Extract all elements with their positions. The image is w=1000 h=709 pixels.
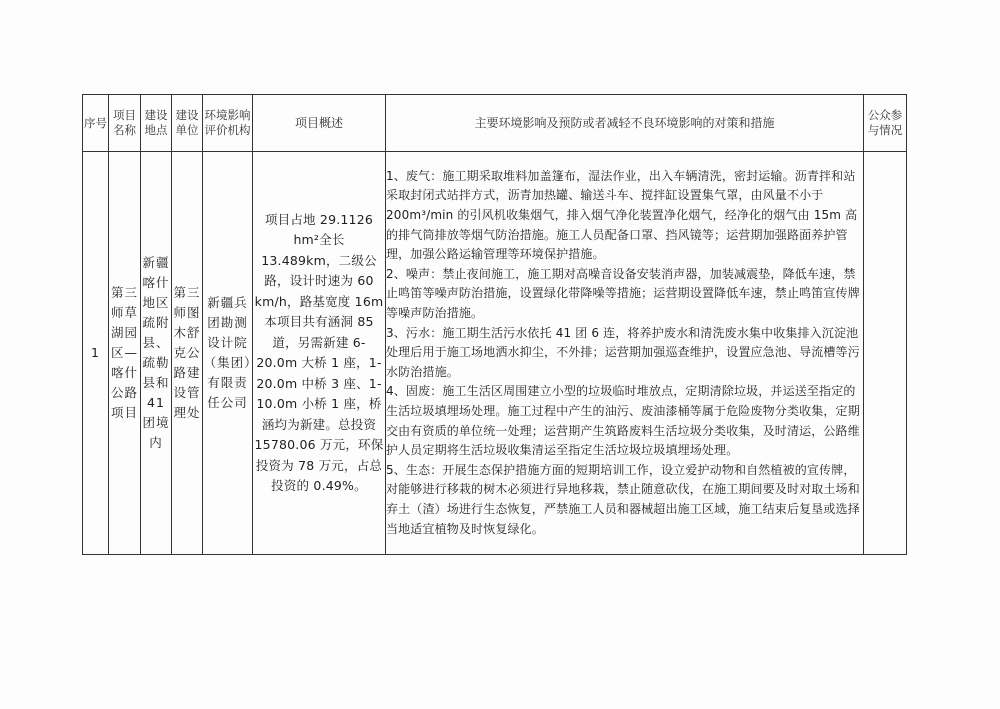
header-index: 序号	[83, 95, 109, 152]
project-table	[82, 94, 907, 555]
header-location: 建设地点	[141, 95, 172, 152]
header-name: 项目名称	[109, 95, 141, 152]
table-row	[83, 152, 907, 555]
header-overview: 项目概述	[253, 95, 386, 152]
row-public	[864, 152, 907, 555]
header-public: 公众参与情况	[864, 95, 907, 152]
row-measures	[386, 152, 864, 555]
header-eia-org: 环境影响评价机构	[203, 95, 253, 152]
measure-water: 3、污水：施工期生活污水依托 41 团 6 连，将养护废水和清洗废水集中收集排入沉淀池处理后用于施工场地洒水抑尘，不外排；运营期加强巡查维护，设置应急池、导流槽等污水防治措施。	[386, 325, 860, 379]
row-eia-org: 新疆兵团勘测设计院（集团）有限责任公司	[203, 152, 253, 555]
row-index: 1	[83, 152, 109, 555]
measure-solid-waste: 4、固废：施工生活区周围建立小型的垃圾临时堆放点，定期清除垃圾，并运送至指定的生活垃圾填埋场处理。施工过程中产生的油污、废油漆桶等属于危险废物分类收集，定期交由有资质的单位统一处理；运营期产生筑路废料生活垃圾分类收集，及时清运，公路维护人员定期将生活垃圾收集清运至指定生活垃圾垃圾填埋场处理。	[386, 384, 860, 458]
row-overview: 项目占地 29.1126 hm²全长 13.489km，二级公路，设计时速为 60 km/h，路基宽度 16m 本项目共有涵洞 85 道，另需新建 6-20.0m 大桥 1 座，1-20.0m 中桥 3 座、1-10.0m 小桥 1 座，桥涵均为新建。总投资 15780.06 万元，环保投资为 78 万元，占总投资的 0.49%。	[253, 152, 386, 555]
row-name: 第三师草湖园区—喀什公路项目	[109, 152, 141, 555]
header-measures: 主要环境影响及预防或者减轻不良环境影响的对策和措施	[386, 95, 864, 152]
row-location: 新疆喀什地区疏附县、疏勒县和41团境内	[141, 152, 172, 555]
measure-noise: 2、噪声：禁止夜间施工，施工期对高噪音设备安装消声器，加装减震垫，降低车速，禁止鸣笛等噪声防治措施，设置绿化带降噪等措施；运营期设置降低车速，禁止鸣笛宣传牌等噪声防治措施。	[386, 266, 860, 321]
measure-ecology: 5、生态：开展生态保护措施方面的短期培训工作，设立爱护动物和自然植被的宣传牌，对能够进行移栽的树木必须进行异地移栽，禁止随意砍伐，在施工期间要及时对取土场和弃土（渣）场进行生态恢复，严禁施工人员和器械超出施工区域，施工结束后复垦或选择当地适宜植物及时恢复绿化。	[386, 462, 860, 536]
row-builder: 第三师图木舒克公路建设管理处	[172, 152, 203, 555]
measure-air: 1、废气：施工期采取堆料加盖篷布，湿法作业，出入车辆清洗，密封运输。沥青拌和站采取封闭式站拌方式，沥青加热罐、输送斗车、搅拌缸设置集气罩，由风量不小于 200m³/min 的引风机收集烟气，排入烟气净化装置净化烟气，经净化的烟气由 15m 高的排气筒排放等烟气防治措施。施工人员配备口罩、挡风镜等；运营期加强路面养护管理，加强公路运输管理等环境保护措施。	[386, 168, 858, 262]
header-row	[83, 95, 907, 152]
header-builder: 建设单位	[172, 95, 203, 152]
